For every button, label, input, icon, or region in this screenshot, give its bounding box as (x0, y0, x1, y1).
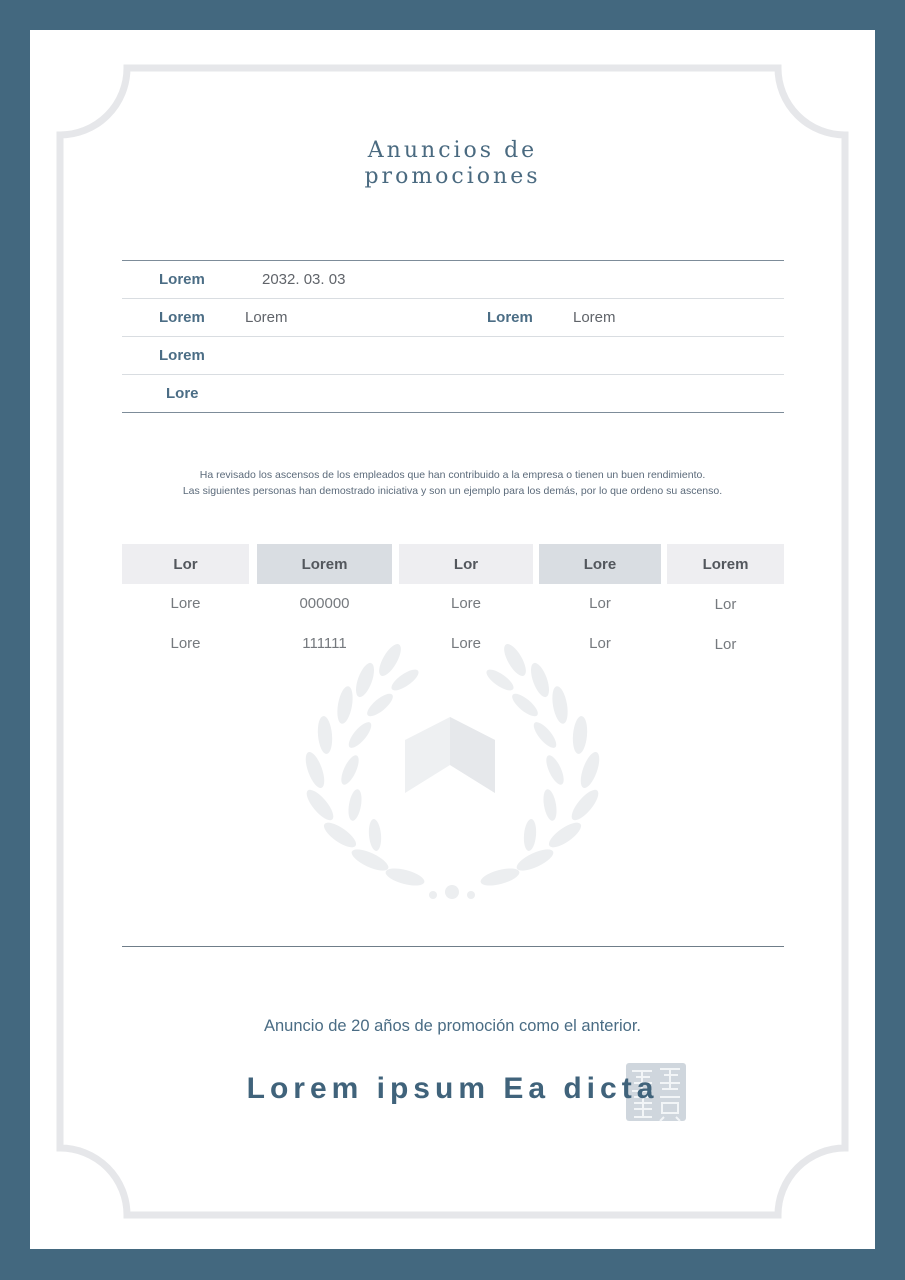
table-cell: Lor (714, 636, 737, 653)
intro-text (0, 467, 905, 499)
laurel-wreath-icon (285, 625, 620, 910)
info-row-date (122, 261, 784, 299)
intro-line-2: Las siguientes personas han demostrado iniciativa y son un ejemplo para los demás, por lo que ordeno su ascenso. (182, 485, 723, 497)
info-label: Lorem (159, 271, 205, 288)
table-header: Lor (399, 544, 533, 584)
signature-name: Lorem ipsum Ea dicta (246, 1072, 659, 1105)
info-label: Lorem (159, 309, 205, 326)
info-value-date: 2032. 03. 03 (262, 271, 346, 288)
table-cell: Lore (450, 595, 482, 612)
table-header: Lorem (667, 544, 784, 584)
table-header: Lore (539, 544, 661, 584)
table-cell: Lore (170, 595, 201, 612)
table-cell: 000000 (299, 595, 350, 612)
info-label: Lorem (159, 347, 205, 364)
info-label-2: Lorem (487, 309, 533, 326)
table-cell: Lor (714, 596, 737, 613)
title-line-2: promociones (364, 164, 541, 189)
info-row-2 (122, 299, 784, 337)
info-row-4 (122, 375, 784, 412)
table-header: Lor (122, 544, 249, 584)
closing-note: Anuncio de 20 años de promoción como el anterior. (264, 1017, 641, 1035)
table-header: Lorem (257, 544, 392, 584)
table-cell: Lor (589, 635, 611, 652)
table-cell: Lor (589, 595, 611, 612)
info-value: Lorem (245, 309, 288, 326)
table-cell: Lore (170, 635, 201, 652)
info-value-2: Lorem (573, 309, 616, 326)
intro-line-1: Ha revisado los ascensos de los empleados que han contribuido a la empresa o tienen un buen rendimiento. (199, 469, 706, 481)
title-line-1: Anuncios de (367, 138, 538, 163)
table-cell: 111111 (302, 635, 347, 652)
info-row-3 (122, 337, 784, 375)
table-cell: Lore (450, 635, 482, 652)
page-title (0, 138, 905, 190)
divider (122, 946, 784, 947)
info-label: Lore (166, 385, 199, 402)
info-table (122, 260, 784, 413)
